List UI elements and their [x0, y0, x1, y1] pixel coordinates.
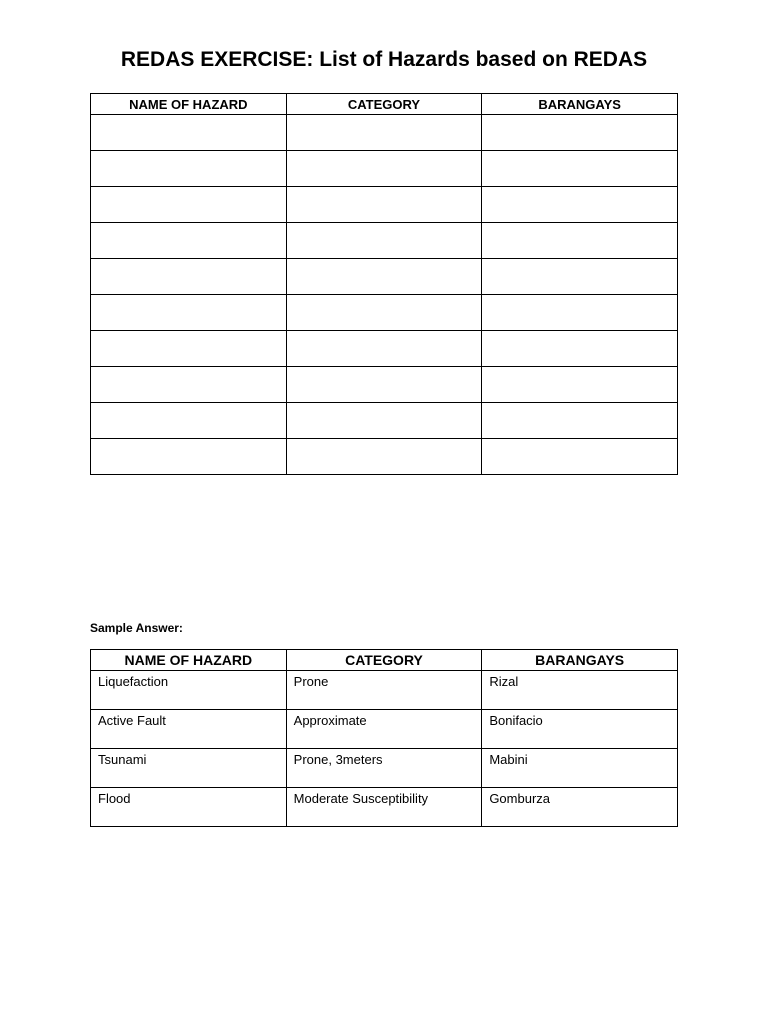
category-cell: Prone, 3meters	[286, 749, 482, 788]
table-row	[91, 788, 678, 827]
barangay-cell: Gomburza	[482, 788, 678, 827]
column-header-barangays: BARANGAYS	[482, 650, 678, 671]
barangay-cell: Bonifacio	[482, 710, 678, 749]
empty-answer-row	[91, 295, 678, 331]
empty-answer-row	[91, 223, 678, 259]
table-row	[91, 749, 678, 788]
column-header-category: CATEGORY	[286, 94, 482, 115]
hazard-cell: Tsunami	[91, 749, 287, 788]
empty-barangay-cell	[482, 439, 678, 475]
empty-category-cell	[286, 331, 482, 367]
sample-answer-table	[90, 649, 678, 827]
empty-hazard-cell	[91, 115, 287, 151]
empty-hazard-cell	[91, 439, 287, 475]
empty-barangay-cell	[482, 259, 678, 295]
hazard-cell: Flood	[91, 788, 287, 827]
column-header-category: CATEGORY	[286, 650, 482, 671]
empty-barangay-cell	[482, 151, 678, 187]
empty-barangay-cell	[482, 223, 678, 259]
page-title: REDAS EXERCISE: List of Hazards based on REDAS	[120, 48, 648, 71]
empty-answer-row	[91, 403, 678, 439]
empty-category-cell	[286, 295, 482, 331]
empty-category-cell	[286, 403, 482, 439]
empty-hazard-cell	[91, 367, 287, 403]
empty-category-cell	[286, 187, 482, 223]
column-header-hazard: NAME OF HAZARD	[91, 94, 287, 115]
barangay-cell: Mabini	[482, 749, 678, 788]
empty-hazard-cell	[91, 403, 287, 439]
sample-header-row	[91, 650, 678, 671]
empty-answer-row	[91, 439, 678, 475]
empty-category-cell	[286, 115, 482, 151]
empty-category-cell	[286, 439, 482, 475]
empty-category-cell	[286, 151, 482, 187]
empty-answer-row	[91, 187, 678, 223]
hazard-cell: Liquefaction	[91, 671, 287, 710]
empty-barangay-cell	[482, 187, 678, 223]
empty-hazard-cell	[91, 223, 287, 259]
sample-table-body	[91, 671, 678, 827]
empty-barangay-cell	[482, 115, 678, 151]
empty-barangay-cell	[482, 331, 678, 367]
empty-answer-row	[91, 367, 678, 403]
empty-answer-row	[91, 259, 678, 295]
exercise-table-body	[91, 115, 678, 475]
barangay-cell: Rizal	[482, 671, 678, 710]
category-cell: Approximate	[286, 710, 482, 749]
column-header-barangays: BARANGAYS	[482, 94, 678, 115]
hazard-cell: Active Fault	[91, 710, 287, 749]
empty-answer-row	[91, 115, 678, 151]
table-row	[91, 710, 678, 749]
empty-category-cell	[286, 259, 482, 295]
sample-answer-label: Sample Answer:	[90, 621, 183, 635]
exercise-table	[90, 93, 678, 475]
table-row	[91, 671, 678, 710]
empty-barangay-cell	[482, 295, 678, 331]
empty-barangay-cell	[482, 367, 678, 403]
column-header-hazard: NAME OF HAZARD	[91, 650, 287, 671]
empty-hazard-cell	[91, 331, 287, 367]
empty-category-cell	[286, 223, 482, 259]
empty-hazard-cell	[91, 259, 287, 295]
category-cell: Prone	[286, 671, 482, 710]
empty-barangay-cell	[482, 403, 678, 439]
empty-category-cell	[286, 367, 482, 403]
exercise-header-row	[91, 94, 678, 115]
empty-hazard-cell	[91, 295, 287, 331]
empty-hazard-cell	[91, 187, 287, 223]
empty-hazard-cell	[91, 151, 287, 187]
empty-answer-row	[91, 331, 678, 367]
category-cell: Moderate Susceptibility	[286, 788, 482, 827]
empty-answer-row	[91, 151, 678, 187]
